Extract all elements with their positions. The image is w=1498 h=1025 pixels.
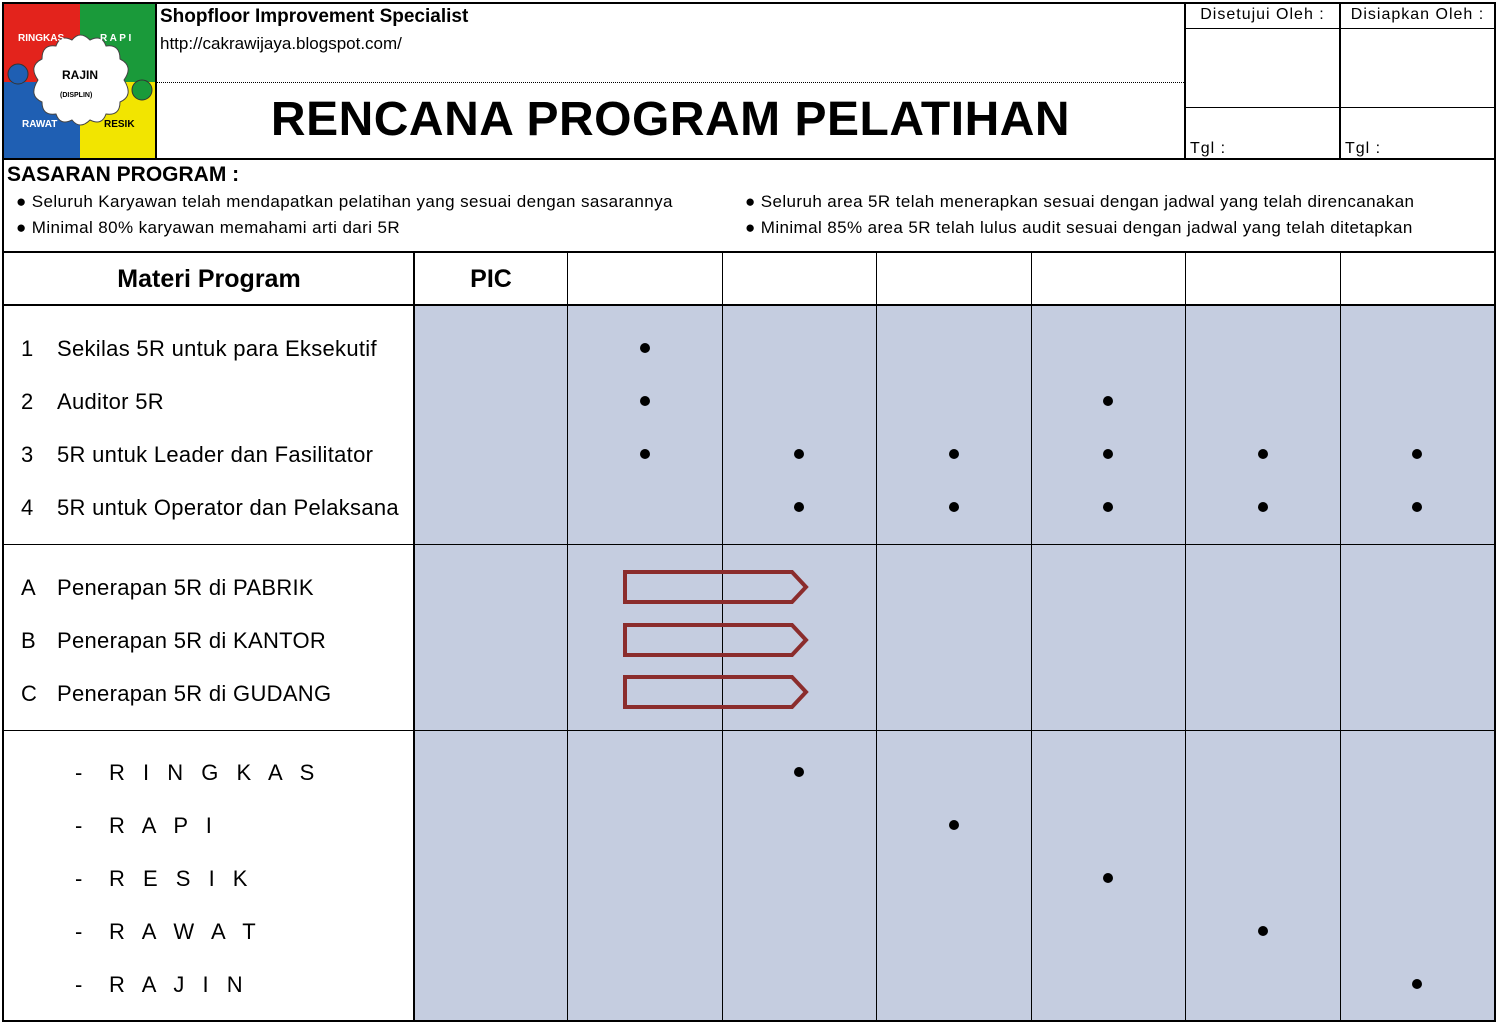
s3-row3-dash: -	[75, 866, 83, 891]
s3-row2-dash: -	[75, 813, 83, 838]
s2-rowB-no: B	[21, 628, 36, 653]
schedule-dot	[640, 343, 650, 353]
schedule-dot	[1258, 502, 1268, 512]
col-line-pic	[413, 253, 415, 1022]
col-line-5	[1185, 253, 1186, 1022]
schedule-dot	[794, 449, 804, 459]
s3-row3-label: R E S I K	[109, 866, 254, 891]
approved-by-label: Disetujui Oleh :	[1200, 6, 1325, 23]
s3-row5-dash: -	[75, 972, 83, 997]
schedule-dot	[1412, 449, 1422, 459]
schedule-dot	[949, 820, 959, 830]
section1-divider	[2, 544, 1496, 545]
schedule-dot	[949, 449, 959, 459]
s3-row4-label: R A W A T	[109, 919, 262, 944]
s3-row5-label: R A J I N	[109, 972, 249, 997]
sasaran-bottom-line	[2, 251, 1496, 253]
schedule-dot	[1412, 979, 1422, 989]
s1-row3-label: 5R untuk Leader dan Fasilitator	[57, 442, 374, 467]
implementation-arrows	[620, 568, 815, 714]
sasaran-left-2: ● Minimal 80% karyawan memahami arti dari 5R	[16, 218, 401, 237]
s2-rowC-no: C	[21, 681, 38, 706]
sasaran-right-1: ● Seluruh area 5R telah menerapkan sesuai dengan jadwal yang telah direncanakan	[745, 192, 1415, 211]
approval-date-line	[1186, 107, 1494, 108]
schedule-dot	[1103, 502, 1113, 512]
s1-row4-no: 4	[21, 495, 34, 520]
arrow-kantor-icon	[625, 625, 806, 655]
sasaran-right-2: ● Minimal 85% area 5R telah lulus audit sesuai dengan jadwal yang telah ditetapkan	[745, 218, 1413, 237]
prepared-date-label: Tgl :	[1345, 140, 1382, 157]
logo-rawat: RAWAT	[22, 119, 58, 130]
sasaran-left-1: ● Seluruh Karyawan telah mendapatkan pelatihan yang sesuai dengan sasarannya	[16, 192, 673, 211]
schedule-dot	[1103, 396, 1113, 406]
s2-rowC-label: Penerapan 5R di GUDANG	[57, 681, 332, 706]
schedule-dot	[1258, 449, 1268, 459]
header-bottom-line	[2, 158, 1496, 160]
col-materi-header: Materi Program	[117, 265, 301, 293]
s2-rowB-label: Penerapan 5R di KANTOR	[57, 628, 327, 653]
s3-row2-label: R A P I	[109, 813, 218, 838]
schedule-dot	[1412, 502, 1422, 512]
approval-header-line	[1186, 28, 1494, 29]
header-dotted-line	[157, 82, 1184, 84]
s3-row1-dash: -	[75, 760, 83, 785]
schedule-dot	[640, 396, 650, 406]
section2-divider	[2, 730, 1496, 731]
logo-rajin: RAJIN	[62, 68, 99, 82]
s1-row4-label: 5R untuk Operator dan Pelaksana	[57, 495, 399, 520]
page-title: RENCANA PROGRAM PELATIHAN	[270, 93, 1071, 146]
s1-row1-label: Sekilas 5R untuk para Eksekutif	[57, 336, 377, 361]
logo-5r	[4, 4, 156, 159]
logo-disiplin: (DISPLIN)	[60, 92, 93, 99]
col-line-4	[1031, 253, 1032, 1022]
schedule-dot	[640, 449, 650, 459]
company-name: Shopfloor Improvement Specialist	[160, 6, 469, 27]
schedule-dot	[1103, 873, 1113, 883]
col-line-6	[1340, 253, 1341, 1022]
schedule-shade	[414, 306, 1494, 1020]
sasaran-title: SASARAN PROGRAM :	[7, 163, 240, 186]
logo-ringkas: RINGKAS	[18, 33, 65, 44]
approval-divider	[1184, 2, 1186, 160]
approval-mid-divider	[1339, 2, 1341, 160]
s3-row1-label: R I N G K A S	[109, 760, 321, 785]
approved-date-label: Tgl :	[1190, 140, 1227, 157]
schedule-dot	[794, 502, 804, 512]
col-pic-header: PIC	[470, 265, 512, 293]
col-line-3	[876, 253, 877, 1022]
company-url[interactable]: http://cakrawijaya.blogspot.com/	[160, 34, 402, 53]
logo-rapi: R A P I	[100, 33, 132, 44]
table-header-line	[2, 304, 1496, 306]
schedule-dot	[794, 767, 804, 777]
s2-rowA-label: Penerapan 5R di PABRIK	[57, 575, 314, 600]
col-line-1	[567, 253, 568, 1022]
s1-row3-no: 3	[21, 442, 34, 467]
arrow-gudang-icon	[625, 677, 806, 707]
schedule-dot	[949, 502, 959, 512]
s1-row2-label: Auditor 5R	[57, 389, 164, 414]
schedule-dot	[1258, 926, 1268, 936]
s1-row2-no: 2	[21, 389, 34, 414]
schedule-dot	[1103, 449, 1113, 459]
logo-resik: RESIK	[104, 119, 135, 130]
s3-row4-dash: -	[75, 919, 83, 944]
prepared-by-label: Disiapkan Oleh :	[1350, 6, 1485, 23]
s1-row1-no: 1	[21, 336, 34, 361]
s2-rowA-no: A	[21, 575, 36, 600]
arrow-pabrik-icon	[625, 572, 806, 602]
